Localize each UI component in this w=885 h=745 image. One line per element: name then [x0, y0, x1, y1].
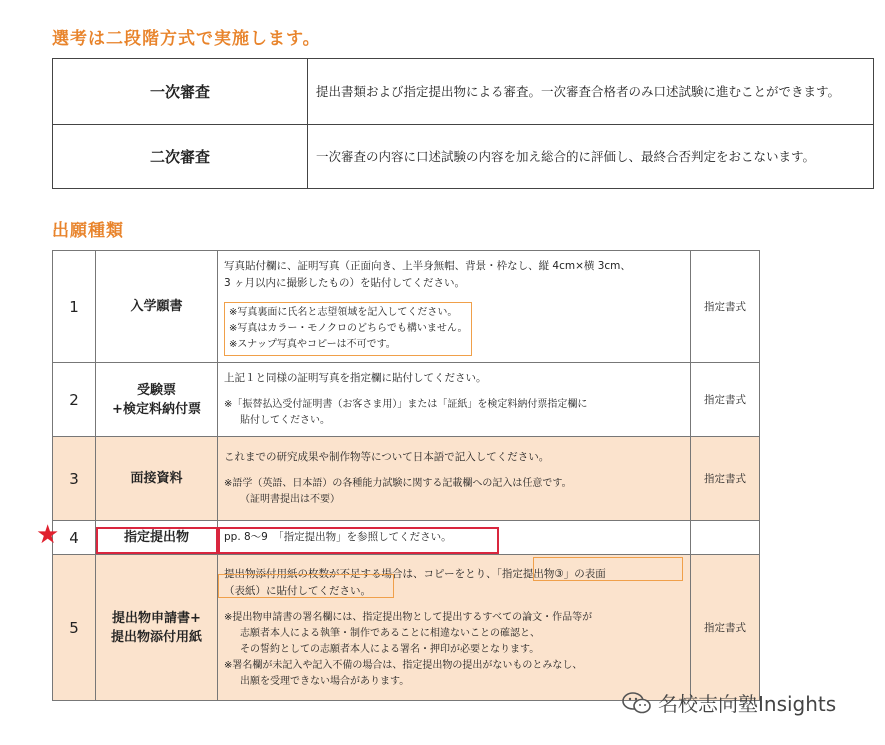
document-name — [96, 555, 218, 701]
row-number: 3 — [53, 437, 96, 521]
note-line: ※写真はカラー・モノクロのどちらでも構いません。 — [229, 322, 468, 334]
document-desc — [218, 251, 691, 363]
name-line: +検定料納付票 — [112, 401, 201, 417]
desc-line: 上記１と同様の証明写真を指定欄に貼付してください。 — [224, 372, 487, 384]
note-line: ※署名欄が未記入や記入不備の場合は、指定提出物の提出がないものとみなし、 — [224, 659, 583, 671]
note-line: ※提出物申請書の署名欄には、指定提出物として提出するすべての論文・作品等が — [224, 611, 593, 623]
desc-line: 写真貼付欄に、証明写真（正面向き、上半身無帽、背景・枠なし、縦 4cm×横 3cm、 — [224, 259, 631, 272]
document-desc — [218, 363, 691, 437]
document-name: 指定提出物 — [96, 521, 218, 555]
note-line: 志願者本人による執筆・制作であることに相違ないことの確認と、 — [240, 627, 540, 639]
document-name: 入学願書 — [96, 251, 218, 363]
note-line: ※「振替払込受付証明書（お客さま用）」または「証紙」を検定料納付票指定欄に — [224, 399, 588, 410]
name-line: 提出物申請書+ — [112, 610, 201, 626]
note-line: 貼付してください。 — [240, 415, 330, 426]
desc-line: これまでの研究成果や制作物等について日本語で記入してください。 — [224, 451, 550, 463]
highlight-box-desc — [218, 527, 499, 554]
section-heading-selection: 選考は二段階方式で実施します。 — [52, 29, 321, 49]
wechat-icon — [622, 691, 652, 715]
watermark — [622, 688, 836, 717]
watermark-text: 名校志向塾Insights — [658, 692, 837, 716]
stage-cell: 一次審査 — [53, 59, 308, 125]
document-name — [96, 363, 218, 437]
table-row — [53, 251, 760, 363]
table-row — [53, 59, 874, 125]
desc-line: 提出物添付用紙の枚数が不足する場合は、コピーをとり、「指定提出物③」の表面 — [224, 567, 606, 580]
section-heading-documents: 出願種類 — [52, 221, 124, 241]
note-line: ※スナップ写真やコピーは不可です。 — [229, 338, 396, 350]
row-number: 1 — [53, 251, 96, 363]
note-line: （証明書提出は不要） — [240, 494, 340, 505]
document-desc — [218, 437, 691, 521]
format-cell: 指定書式 — [691, 555, 760, 701]
desc-line: pp. 8～9 「指定提出物」を参照してください。 — [224, 531, 452, 543]
name-line: 受験票 — [136, 382, 176, 398]
table-row — [53, 363, 760, 437]
row-number: 2 — [53, 363, 96, 437]
format-cell: 指定書式 — [691, 251, 760, 363]
note-line: その誓約としての志願者本人による署名・押印が必要となります。 — [240, 643, 540, 655]
format-cell — [691, 521, 760, 555]
note-line: ※語学（英語、日本語）の各種能力試験に関する記載欄への記入は任意です。 — [224, 478, 572, 489]
stage-cell: 二次審査 — [53, 125, 308, 189]
name-line: 提出物添付用紙 — [110, 629, 202, 645]
stage-desc-cell: 一次審査の内容に口述試験の内容を加え総合的に評価し、最終合否判定をおこないます。 — [308, 125, 874, 189]
stage-desc-cell: 提出書類および指定提出物による審査。一次審査合格者のみ口述試験に進むことができます。 — [308, 59, 874, 125]
highlight-box-name — [96, 527, 218, 554]
star-icon: ★ — [36, 520, 60, 550]
note-box — [224, 302, 472, 356]
table-row — [53, 437, 760, 521]
row-number: 5 — [53, 555, 96, 701]
row-number: 4 — [53, 521, 96, 555]
note-line: ※写真裏面に氏名と志望領域を記入してください。 — [229, 306, 458, 318]
highlight-box-attach — [218, 574, 394, 598]
documents-table — [52, 250, 760, 701]
table-row — [53, 125, 874, 189]
desc-line: 3 ヶ月以内に撮影したもの）を貼付してください。 — [224, 276, 466, 289]
highlight-box-cover — [533, 557, 683, 581]
document-name: 面接資料 — [96, 437, 218, 521]
desc-line: （表紙）に貼付してください。 — [224, 584, 371, 597]
format-cell: 指定書式 — [691, 437, 760, 521]
selection-table — [52, 58, 874, 189]
format-cell: 指定書式 — [691, 363, 760, 437]
note-line: 出願を受理できない場合があります。 — [240, 675, 410, 687]
